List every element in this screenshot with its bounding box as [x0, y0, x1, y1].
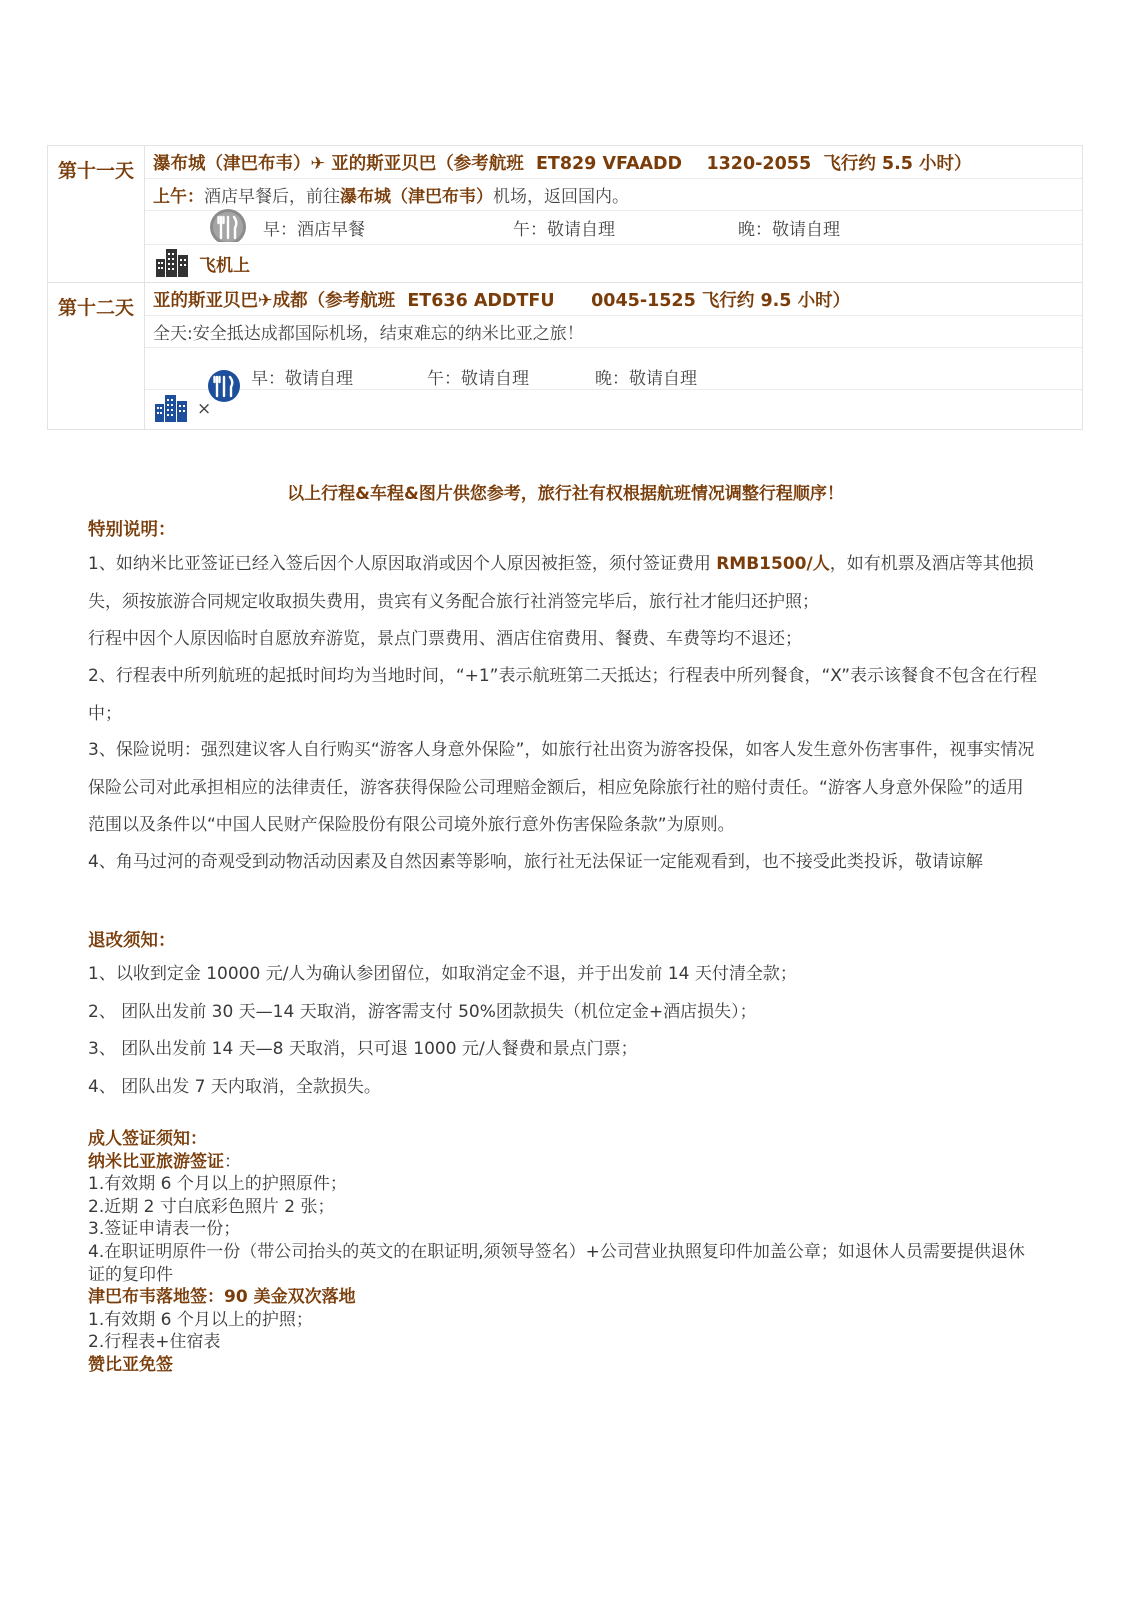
- lunch-text: 午：敬请自理: [427, 369, 530, 389]
- colon: ：: [224, 1151, 241, 1172]
- morning-text: 酒店早餐后，前往: [204, 187, 340, 207]
- hotel-line: [145, 245, 1082, 282]
- namibia-item: 1.有效期 6 个月以上的护照原件；: [88, 1174, 347, 1195]
- meals-line: [145, 348, 1082, 390]
- itinerary-disclaimer: 以上行程&车程&图片供您参考，旅行社有权根据航班情况调整行程顺序！: [287, 484, 844, 504]
- breakfast-text: 早：敬请自理: [251, 369, 354, 389]
- special-paragraph-4: 4、角马过河的奇观受到动物活动因素及自然因素等影响，旅行社无法保证一定能观看到，也不接受此类投诉，敬请谅解: [88, 852, 983, 872]
- namibia-item: 2.近期 2 寸白底彩色照片 2 张；: [88, 1196, 335, 1217]
- day-11: [48, 146, 1082, 283]
- special-paragraph-3: 3、保险说明：强烈建议客人自行购买“游客人身意外保险”，如旅行社出资为游客投保，如客人发生意外伤害事件，视事实情况保险公司对此承担相应的法律责任，游客获得保险公司理赔金额后，相应免除旅行社的赔付责任。“游客人身意外保险”的适用范围以及条件以“中国人民财产保险股份有限公司境外旅行意外伤害保险条款”为原则。: [88, 740, 1035, 835]
- zambia-heading: 赞比亚免签: [88, 1354, 173, 1375]
- special-text: 1、如纳米比亚签证已经入签后因个人原因取消或因个人原因被拒签，须付签证费用: [88, 554, 717, 574]
- route-line: 亚的斯亚贝巴✈成都（参考航班 ET636 ADDTFU 0045-1525 飞行约 9.5 小时）: [145, 283, 1082, 316]
- dinner-text: 晚：敬请自理: [738, 220, 841, 240]
- special-text: 行程中因个人原因临时自愿放弃游览，景点门票费用、酒店住宿费用、餐费、车费等均不退还；: [88, 629, 802, 649]
- namibia-heading: 纳米比亚旅游签证: [88, 1151, 224, 1172]
- meals-line: [145, 211, 1082, 245]
- zimbabwe-item: 1.有效期 6 个月以上的护照；: [88, 1309, 313, 1330]
- refund-list: [88, 956, 1038, 1106]
- refund-item: 4、 团队出发 7 天内取消，全款损失。: [88, 1076, 381, 1097]
- morning-text-end: 机场，返回国内。: [493, 187, 629, 207]
- refund-item: 1、以收到定金 10000 元/人为确认参团留位，如取消定金不退，并于出发前 14 天付清全款；: [88, 964, 797, 984]
- itinerary-table: [47, 145, 1083, 430]
- breakfast-text: 早：酒店早餐: [263, 220, 366, 240]
- day-label: 第十二天: [48, 283, 145, 429]
- hotel-text: 飞机上: [199, 256, 250, 276]
- day-12: [48, 283, 1082, 429]
- special-paragraph-2: 2、行程表中所列航班的起抵时间均为当地时间，“+1”表示航班第二天抵达；行程表中所列餐食，“X”表示该餐食不包含在行程中；: [88, 666, 1038, 724]
- namibia-item: 4.在职证明原件一份（带公司抬头的英文的在职证明,须领导签名）+公司营业执照复印件加盖公章；如退休人员需要提供退休证的复印件: [88, 1241, 1025, 1285]
- fullday-line: 全天:安全抵达成都国际机场，结束难忘的纳米比亚之旅！: [145, 316, 1082, 348]
- building-icon: [153, 392, 189, 427]
- visa-heading: 成人签证须知：: [88, 1129, 207, 1149]
- route-line: 瀑布城（津巴布韦）✈ 亚的斯亚贝巴（参考航班 ET829 VFAADD 1320-2055 飞行约 5.5 小时）: [145, 146, 1082, 179]
- namibia-item: 3.签证申请表一份；: [88, 1219, 241, 1240]
- namibia-heading-line: [88, 1151, 1038, 1174]
- lunch-text: 午：敬请自理: [513, 220, 616, 240]
- dinner-text: 晚：敬请自理: [595, 369, 698, 389]
- refund-item: 3、 团队出发前 14 天—8 天取消，只可退 1000 元/人餐费和景点门票；: [88, 1039, 638, 1059]
- visa-fee: RMB1500/人: [716, 554, 830, 574]
- special-paragraph-1: [88, 546, 1038, 659]
- morning-prefix: 上午：: [153, 187, 204, 207]
- zimbabwe-heading: 津巴布韦落地签：90 美金双次落地: [88, 1287, 356, 1308]
- building-icon: [153, 245, 191, 282]
- day-label: 第十一天: [48, 146, 145, 282]
- zimbabwe-item: 2.行程表+住宿表: [88, 1332, 221, 1353]
- morning-place: 瀑布城（津巴布韦）: [340, 187, 493, 207]
- hotel-text: ×: [197, 399, 212, 419]
- visa-section: [88, 1128, 1038, 1377]
- refund-item: 2、 团队出发前 30 天—14 天取消，游客需支付 50%团款损失（机位定金+酒店损失）；: [88, 1001, 757, 1022]
- refund-heading: 退改须知：: [88, 931, 176, 951]
- morning-line: [145, 179, 1082, 211]
- hotel-line: [145, 390, 1082, 428]
- special-text: ，如有机票及酒店等其他损失，须按旅游合同规定收取损失费用，贵宾有义务配合旅行社消签完毕后，旅行社才能归还护照；: [88, 554, 1034, 612]
- special-heading: 特别说明：: [88, 520, 176, 540]
